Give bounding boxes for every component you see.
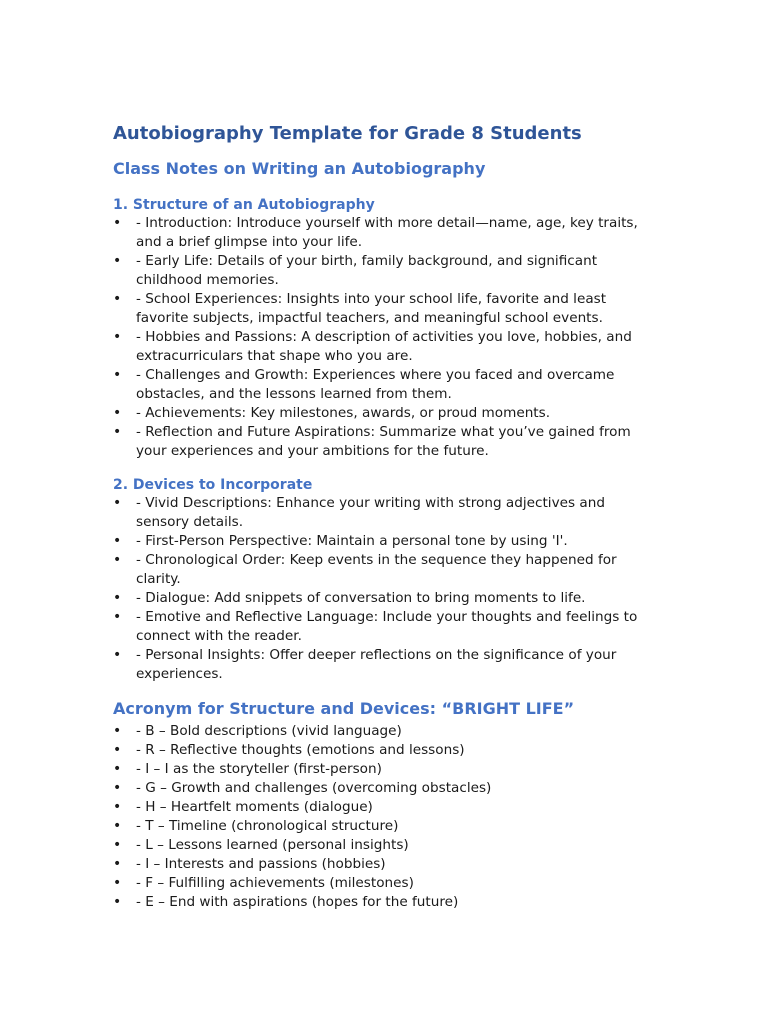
list-item: • - E – End with aspirations (hopes for the future) [113, 893, 658, 912]
section-devices-heading: 2. Devices to Incorporate [113, 477, 313, 493]
acronym-heading: Acronym for Structure and Devices: “BRIGHT LIFE” [113, 699, 575, 718]
list-item: • - I – I as the storyteller (first-person) [113, 760, 658, 779]
document-subtitle: Class Notes on Writing an Autobiography [113, 159, 486, 178]
list-item: • - Chronological Order: Keep events in the sequence they happened for clarity. [113, 551, 658, 589]
structure-list [113, 214, 658, 461]
list-item: • - F – Fulfilling achievements (milestones) [113, 874, 658, 893]
list-item: • - Reflection and Future Aspirations: Summarize what you’ve gained from your experiences and your ambitions for the future. [113, 423, 658, 461]
list-item: • - Hobbies and Passions: A description of activities you love, hobbies, and extracurriculars that shape who you are. [113, 328, 658, 366]
list-item: • - First-Person Perspective: Maintain a personal tone by using 'I'. [113, 532, 658, 551]
document-title: Autobiography Template for Grade 8 Students [113, 123, 582, 144]
list-item: • - Dialogue: Add snippets of conversation to bring moments to life. [113, 589, 658, 608]
document-page [113, 122, 658, 912]
list-item: • - T – Timeline (chronological structure) [113, 817, 658, 836]
list-item: • - Introduction: Introduce yourself with more detail—name, age, key traits, and a brief glimpse into your life. [113, 214, 658, 252]
list-item: • - Personal Insights: Offer deeper reflections on the significance of your experiences. [113, 646, 658, 684]
list-item: • - G – Growth and challenges (overcoming obstacles) [113, 779, 658, 798]
section-structure-heading: 1. Structure of an Autobiography [113, 197, 375, 213]
list-item: • - Achievements: Key milestones, awards, or proud moments. [113, 404, 658, 423]
list-item: • - R – Reflective thoughts (emotions and lessons) [113, 741, 658, 760]
devices-list [113, 494, 658, 684]
list-item: • - H – Heartfelt moments (dialogue) [113, 798, 658, 817]
list-item: • - Emotive and Reflective Language: Include your thoughts and feelings to connect with the reader. [113, 608, 658, 646]
list-item: • - Early Life: Details of your birth, family background, and significant childhood memories. [113, 252, 658, 290]
list-item: • - I – Interests and passions (hobbies) [113, 855, 658, 874]
list-item: • - Challenges and Growth: Experiences where you faced and overcame obstacles, and the lessons learned from them. [113, 366, 658, 404]
list-item: • - Vivid Descriptions: Enhance your writing with strong adjectives and sensory details. [113, 494, 658, 532]
list-item: • - B – Bold descriptions (vivid language) [113, 722, 658, 741]
acronym-list [113, 722, 658, 912]
list-item: • - School Experiences: Insights into your school life, favorite and least favorite subjects, impactful teachers, and meaningful school events. [113, 290, 658, 328]
list-item: • - L – Lessons learned (personal insights) [113, 836, 658, 855]
